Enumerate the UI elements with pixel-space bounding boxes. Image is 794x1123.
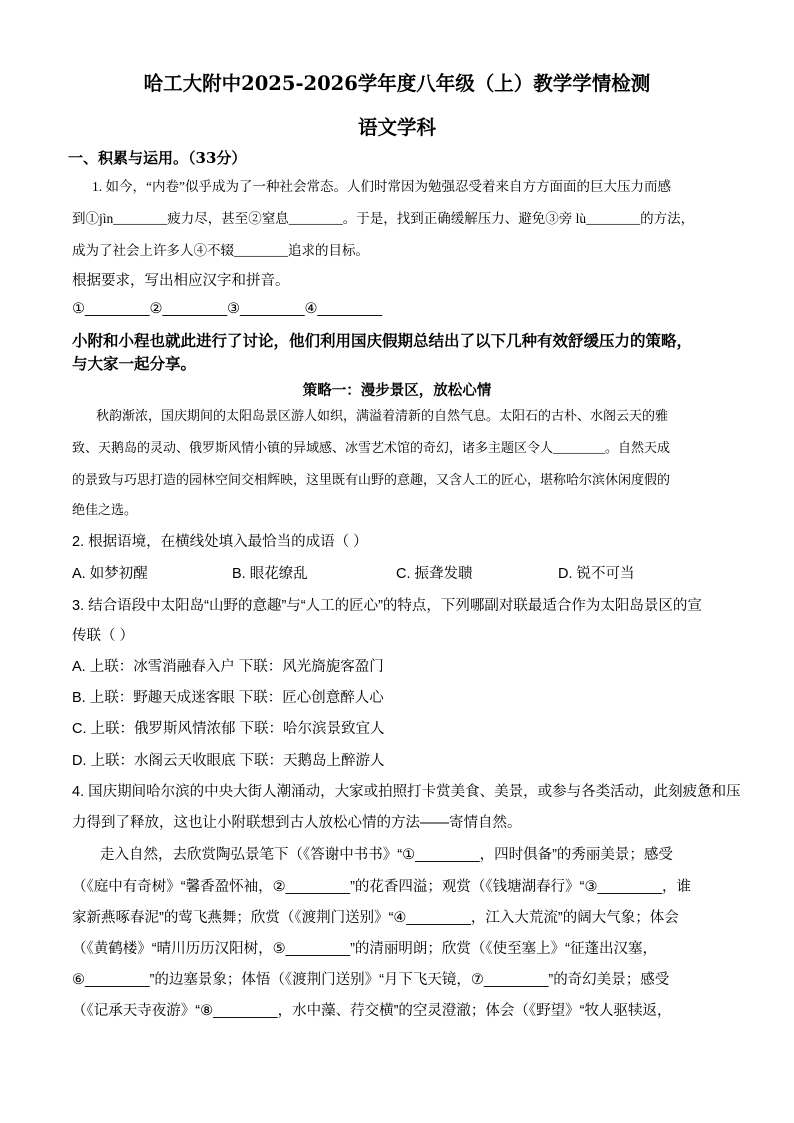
subject-title: 语文学科: [357, 116, 436, 139]
q2-option-a[interactable]: A. 如梦初醒: [72, 566, 148, 582]
q4-passage-line-2: （《庭中有奇树》“馨香盈怀袖，②________”的花香四溢；观赏（《钱塘湖春行》“③________，谁: [72, 879, 692, 895]
q2-option-b[interactable]: B. 眼花缭乱: [232, 566, 308, 582]
q4-passage-line-4: （《黄鹤楼》“晴川历历汉阳树，⑤________”的清丽明朗；欣赏（《使至塞上》“征蓬出汉塞，: [72, 941, 657, 957]
q4-stem-line-2: 力得到了释放，这也让小附联想到古人放松心情的方法——寄情自然。: [72, 815, 522, 831]
q1-instruction: 根据要求，写出相应汉字和拼音。: [72, 273, 290, 289]
q1-line-3: 成为了社会上许多人④不辍________追求的目标。: [72, 243, 369, 258]
strategy-intro-line-2: 与大家一起分享。: [72, 356, 197, 373]
section-heading: 一、积累与运用。（33分）: [68, 149, 247, 167]
q4-stem-line-1: 4. 国庆期间哈尔滨的中央大街人潮涌动，大家或拍照打卡赏美食、美景，或参与各类活动，此刻疲惫和压: [72, 784, 741, 800]
q1-line-1: 1. 如今，“内卷”似乎成为了一种社会常态。人们时常因为勉强忍受着来自方方面面的巨大压力而感: [92, 179, 671, 194]
strategy-1-line-3: 的景致与巧思打造的园林空间交相辉映，这里既有山野的意趣，又含人工的匠心，堪称哈尔滨休闲度假的: [72, 472, 671, 487]
q2-stem: 2. 根据语境，在横线处填入最恰当的成语（ ）: [72, 534, 368, 550]
strategy-1-line-2: 致、天鹅岛的灵动、俄罗斯风情小镇的异域感、冰雪艺术馆的奇幻，诸多主题区令人________。自然天成: [72, 440, 671, 455]
q2-option-c[interactable]: C. 振聋发聩: [396, 566, 473, 582]
q2-option-d[interactable]: D. 锐不可当: [558, 566, 635, 582]
q3-option-a[interactable]: A. 上联：冰雪消融春入户 下联：风光旖旎客盈门: [72, 659, 384, 675]
q4-passage-line-5: ⑥________”的边塞景象；体悟（《渡荆门送别》“月下飞天镜，⑦________”的奇幻美景；感受: [72, 972, 670, 988]
q3-option-d[interactable]: D. 上联：水阁云天收眼底 下联：天鹅岛上醉游人: [72, 753, 385, 769]
strategy-1-title: 策略一：漫步景区，放松心情: [302, 383, 492, 399]
strategy-1-line-4: 绝佳之选。: [72, 502, 138, 517]
q3-stem-line-2: 传联（ ）: [72, 628, 135, 644]
q4-passage-line-3: 家新燕啄春泥”的莺飞燕舞；欣赏（《渡荆门送别》“④________，江入大荒流”的阔大气象；体会: [72, 910, 679, 926]
exam-title: 哈工大附中2025-2026学年度八年级（上）教学学情检测: [143, 72, 651, 95]
strategy-1-line-1: 秋韵渐浓，国庆期间的太阳岛景区游人如织，满溢着清新的自然气息。太阳石的古朴、水阁云天的雅: [96, 408, 669, 423]
q1-answer-blanks[interactable]: ①________②________③________④________: [72, 301, 383, 317]
q1-line-2: 到①jìn________疲力尽，甚至②窒息________。于是，找到正确缓解压力、避免③旁 lù________的方法，: [72, 211, 695, 226]
q3-option-b[interactable]: B. 上联：野趣天成迷客眼 下联：匠心创意醉人心: [72, 690, 384, 706]
q3-option-c[interactable]: C. 上联：俄罗斯风情浓郁 下联：哈尔滨景致宜人: [72, 721, 385, 737]
q4-passage-line-1: 走入自然，去欣赏陶弘景笔下（《答谢中书书》“①________，四时俱备”的秀丽美景；感受: [100, 847, 673, 863]
q4-passage-line-6: （《记承天寺夜游》“⑧________，水中藻、荇交横”的空灵澄澈；体会（《野望》“牧人驱犊返，: [72, 1003, 672, 1019]
q3-stem-line-1: 3. 结合语段中太阳岛“山野的意趣”与“人工的匠心”的特点，下列哪副对联最适合作为太阳岛景区的宣: [72, 598, 702, 614]
strategy-intro-line-1: 小附和小程也就此进行了讨论，他们利用国庆假期总结出了以下几种有效舒缓压力的策略，: [72, 333, 693, 350]
